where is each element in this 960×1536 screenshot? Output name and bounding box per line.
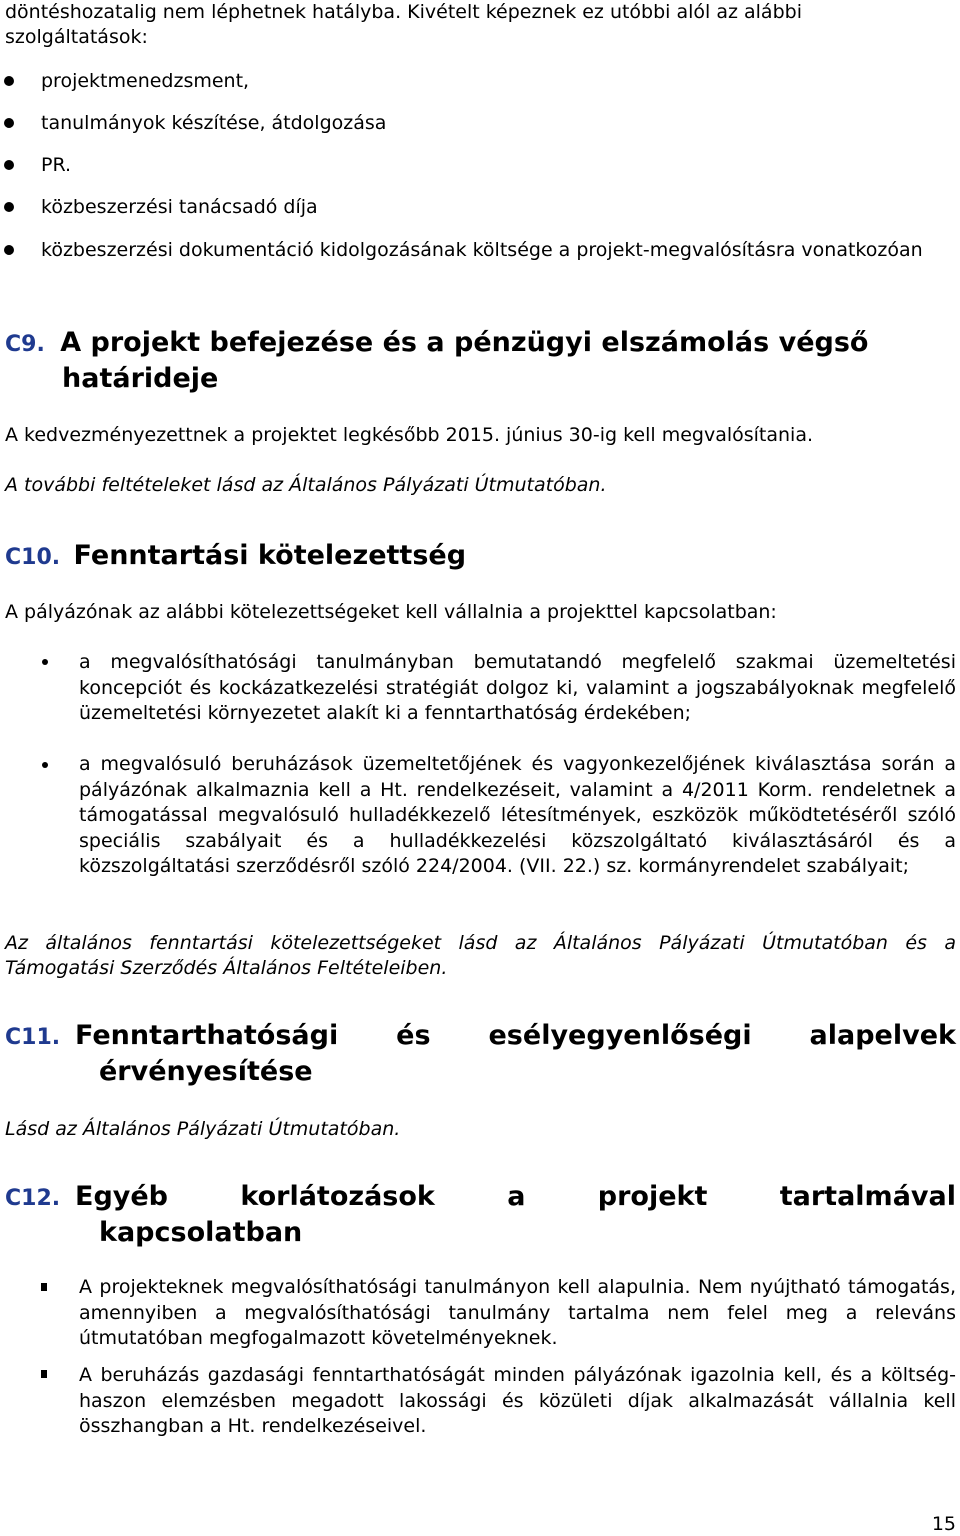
top-bullet-1: projektmenedzsment, (41, 70, 250, 92)
c10-intro: A pályázónak az alábbi kötelezettségeket kell vállalnia a projekttel kapcsolatban: (5, 601, 777, 623)
bullet-dot (42, 762, 48, 768)
c9-note: A további feltételeket lásd az Általános Pályázati Útmutatóban. (5, 474, 607, 496)
section-number: C11. (5, 1025, 61, 1050)
intro-paragraph (5, 0, 956, 50)
c12-bullet-2: A beruházás gazdasági fenntarthatóságát minden pályázónak igazolnia kell, és a költség-haszon elemzésben megadott lakossági és közületi díjak alkalmazását vállalnia kell összhangban a Ht. rendelkezéseivel. (79, 1364, 956, 1437)
top-bullet-3: PR. (41, 154, 72, 176)
square-bullet (41, 1370, 47, 1378)
top-bullet-4: közbeszerzési tanácsadó díja (41, 196, 318, 218)
bullet-dot (4, 245, 14, 255)
c10-bullet-1: a megvalósíthatósági tanulmányban bemutatandó megfelelő szakmai üzemeltetési koncepciót és kockázatkezelési stratégiát dolgoz ki, valamint a jogszabályoknak megfelelő üzemeltetési környezetet alakít ki a fenntarthatóság érdekében; (79, 651, 956, 724)
section-title-line-2: érvényesítése (99, 1056, 313, 1087)
intro-line-1-text: döntéshozatalig nem léphetnek hatályba. Kivételt képeznek ez utóbbi alól az alábbi (5, 1, 802, 23)
bullet-dot (4, 118, 14, 128)
section-title-line-2: határideje (62, 363, 219, 394)
title-word: Egyéb (75, 1181, 169, 1212)
title-word: és (396, 1020, 431, 1051)
bullet-dot (4, 160, 14, 170)
section-title-line-2: kapcsolatban (99, 1217, 303, 1248)
section-number: C10. (5, 545, 61, 570)
page-number: 15 (931, 1513, 956, 1535)
c11-note: Lásd az Általános Pályázati Útmutatóban. (5, 1118, 401, 1140)
c9-text: A kedvezményezettnek a projektet legkésőbb 2015. június 30-ig kell megvalósítania. (5, 424, 814, 446)
bullet-dot (4, 76, 14, 86)
intro-line-2: szolgáltatások: (5, 26, 148, 48)
section-title-line-1 (75, 1018, 956, 1054)
section-title: Fenntartási kötelezettség (73, 540, 467, 571)
title-word: Fenntarthatósági (75, 1020, 339, 1051)
title-word: alapelvek (809, 1020, 956, 1051)
title-word: a (507, 1181, 526, 1212)
intro-line-1 (5, 0, 956, 25)
title-word: korlátozások (240, 1181, 435, 1212)
title-word: esélyegyenlőségi (488, 1020, 752, 1051)
top-bullet-5: közbeszerzési dokumentáció kidolgozásának költsége a projekt-megvalósításra vonatkozóan (41, 239, 923, 261)
bullet-dot (4, 202, 14, 212)
c10-note: Az általános fenntartási kötelezettségeket lásd az Általános Pályázati Útmutatóban és a Támogatási Szerződés Általános Feltételeiben. (5, 932, 956, 979)
bullet-dot (42, 659, 48, 665)
section-number: C9. (5, 332, 45, 357)
section-title-line-1 (75, 1179, 956, 1215)
c10-bullet-2: a megvalósuló beruházások üzemeltetőjének és vagyonkezelőjének kiválasztása során a pályázónak alkalmaznia kell a Ht. rendelkezéseit, valamint a 4/2011 Korm. rendeletnek a támogatással megvalósuló hulladékkezelő létesítmények, eszközök működtetéséről szóló speciális szabályait és a hulladékkezelési közszolgáltató kiválasztásáról és a közszolgáltatási szerződésről szóló 224/2004. (VII. 22.) sz. kormányrendelet szabályait; (79, 753, 956, 877)
c12-bullet-1: A projekteknek megvalósíthatósági tanulmányon kell alapulnia. Nem nyújtható támogatás, amennyiben a megvalósíthatósági tanulmány tartalma nem felel meg a releváns útmutatóban megfogalmazott követelményeknek. (79, 1276, 956, 1349)
section-heading-c10 (5, 538, 956, 576)
square-bullet (41, 1283, 47, 1291)
section-number: C12. (5, 1186, 61, 1211)
top-bullet-2: tanulmányok készítése, átdolgozása (41, 112, 387, 134)
title-word: tartalmával (779, 1181, 956, 1212)
title-word: projekt (597, 1181, 708, 1212)
section-title-line-1: A projekt befejezése és a pénzügyi elszámolás végső (60, 327, 869, 358)
section-heading-c9 (5, 325, 956, 363)
